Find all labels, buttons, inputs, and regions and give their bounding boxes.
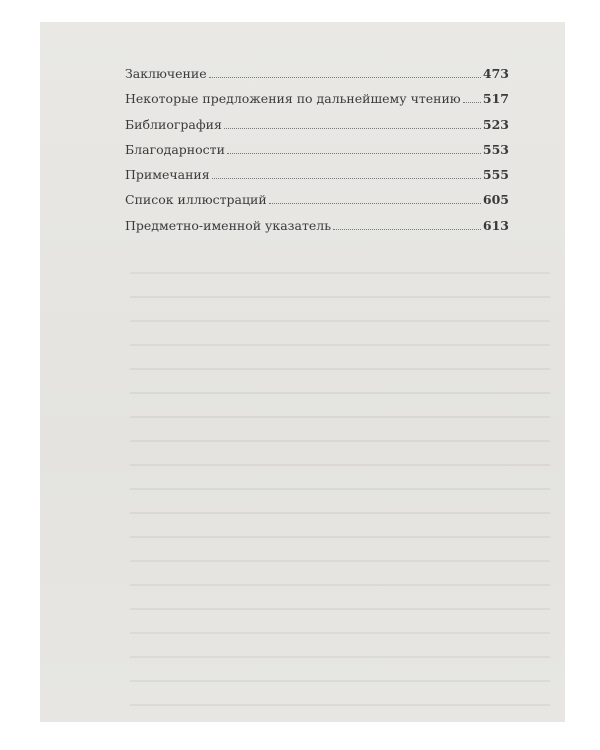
dot-leader bbox=[209, 77, 481, 78]
toc-title: Примечания bbox=[125, 167, 210, 183]
toc-entry bbox=[125, 167, 509, 192]
toc-page: 473 bbox=[482, 66, 509, 81]
toc-page: 517 bbox=[482, 91, 509, 107]
toc-title: Благодарности bbox=[125, 141, 225, 157]
dot-leader bbox=[227, 153, 481, 154]
table-of-contents bbox=[125, 66, 509, 243]
toc-entry bbox=[125, 66, 509, 91]
toc-entry bbox=[125, 117, 509, 142]
toc-entry bbox=[125, 142, 509, 167]
toc-page: 605 bbox=[482, 192, 509, 208]
toc-title: Предметно-именной указатель bbox=[125, 217, 332, 233]
toc-page: 555 bbox=[482, 167, 509, 183]
toc-page: 553 bbox=[482, 141, 509, 157]
show-through-text bbox=[130, 272, 550, 722]
toc-entry bbox=[125, 218, 509, 243]
toc-title: Библиография bbox=[125, 116, 222, 132]
dot-leader bbox=[224, 128, 481, 129]
toc-title: Некоторые предложения по дальнейшему чтению bbox=[125, 91, 461, 107]
dot-leader bbox=[212, 178, 481, 179]
toc-page: 613 bbox=[482, 217, 509, 233]
dot-leader bbox=[333, 229, 481, 230]
dot-leader bbox=[269, 203, 481, 204]
dot-leader bbox=[463, 102, 481, 103]
toc-entry bbox=[125, 192, 509, 217]
toc-title: Список иллюстраций bbox=[125, 192, 267, 208]
toc-page: 523 bbox=[482, 116, 509, 132]
toc-entry bbox=[125, 91, 509, 116]
toc-title: Заключение bbox=[125, 66, 207, 81]
